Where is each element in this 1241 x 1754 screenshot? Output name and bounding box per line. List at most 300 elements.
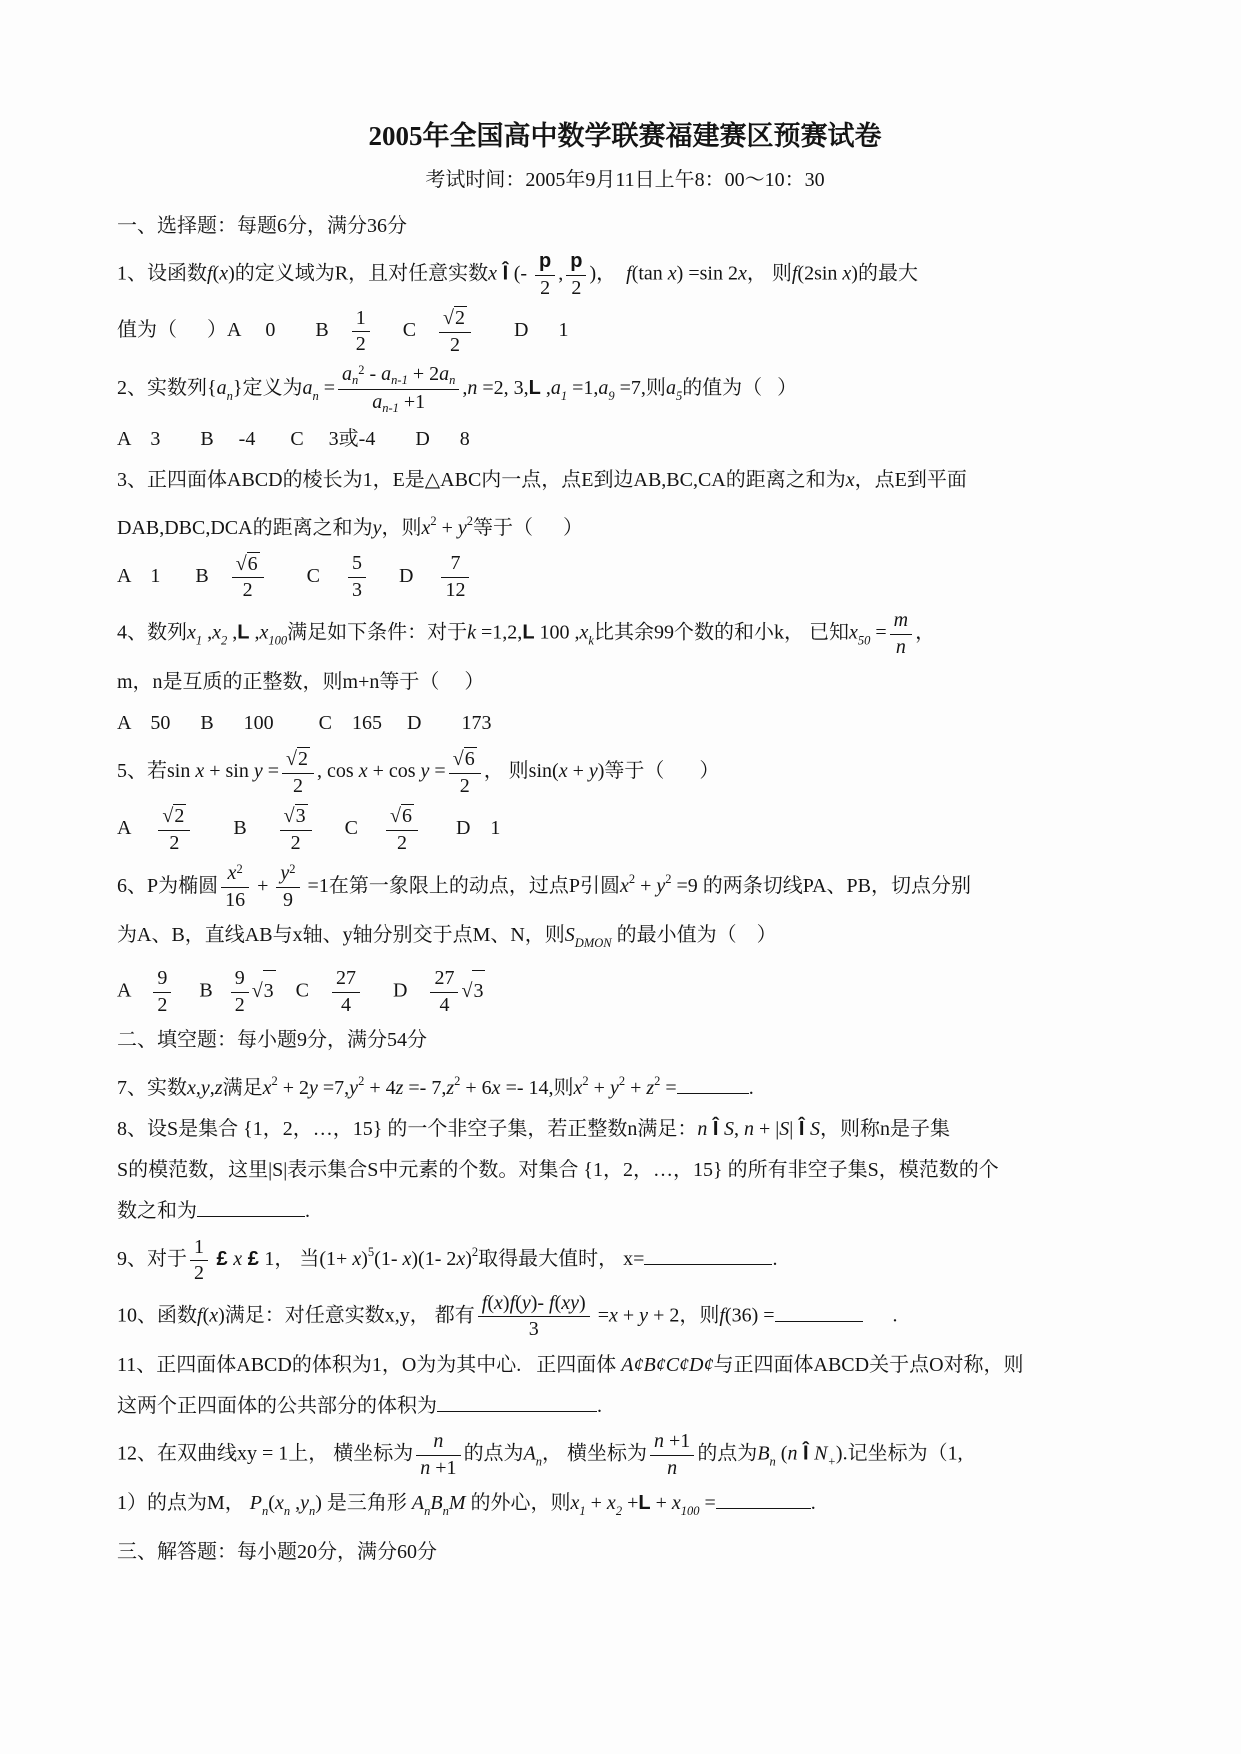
radical-icon: √ xyxy=(235,552,247,575)
math-variable: x xyxy=(667,262,677,285)
section-fill-in-header xyxy=(117,1020,1133,1061)
text-run: C xyxy=(266,565,346,588)
math-variable: S xyxy=(724,1118,734,1141)
superscript: 2 xyxy=(618,1074,626,1089)
text-run: = xyxy=(660,1077,677,1100)
text-run: 8、设S是集合 {1，2，…，15} 的一个非空子集，若正整数n满足： xyxy=(117,1118,698,1141)
question-6-options xyxy=(117,964,1133,1020)
math-variable: n xyxy=(787,1442,798,1465)
text-run: + 6 xyxy=(460,1077,492,1100)
text-run: 9 xyxy=(282,888,293,911)
text-run: DAB,DBC,DCA的距离之和为 xyxy=(117,516,373,539)
fraction-denominator xyxy=(352,332,370,357)
text-run: . xyxy=(862,1304,898,1327)
math-variable: n xyxy=(467,377,478,400)
square-root xyxy=(236,552,260,577)
math-variable: x xyxy=(209,1304,219,1327)
radical-icon: √ xyxy=(461,979,473,1002)
text-run: - xyxy=(364,363,382,386)
math-variable: xy xyxy=(561,1291,580,1314)
text-run: }定义为 xyxy=(232,377,303,400)
radicand xyxy=(472,970,485,1012)
fraction-numerator xyxy=(386,804,418,831)
text-run: )的定义域为R，且对任意实数 xyxy=(228,262,489,285)
math-variable: x xyxy=(573,1077,583,1100)
text-run: ( xyxy=(212,262,220,285)
question-1-options xyxy=(117,303,1133,360)
text-run: + xyxy=(436,516,458,539)
math-variable: x xyxy=(259,621,269,644)
fraction-numerator xyxy=(232,552,264,579)
math-variable: B xyxy=(757,1442,770,1465)
math-variable: f xyxy=(549,1291,555,1314)
text-run: + xyxy=(252,874,274,897)
fraction-numerator xyxy=(441,552,469,578)
fraction-numerator xyxy=(650,1430,694,1456)
text-run: =2, 3, xyxy=(477,377,529,400)
radical-icon: √ xyxy=(390,805,401,828)
text-run: (36) = xyxy=(724,1304,775,1327)
text-run: A 1 B xyxy=(117,565,229,588)
text-run: 10、函数 xyxy=(117,1304,197,1327)
math-variable: f xyxy=(207,262,213,285)
symbol-glyph: L xyxy=(522,621,535,644)
text-run: , xyxy=(202,621,213,644)
math-variable: P xyxy=(249,1492,263,1515)
text-run: 2 xyxy=(455,307,466,330)
text-run: =7, xyxy=(317,1077,350,1100)
text-run: = xyxy=(592,1304,609,1327)
radicand xyxy=(295,804,308,829)
text-run: 比其余99个数的和小k， 已知 xyxy=(593,621,849,644)
symbol-glyph: Î xyxy=(707,1118,724,1141)
text-run: ，则 xyxy=(381,516,422,539)
text-run: 3 xyxy=(352,578,363,601)
square-root xyxy=(461,970,485,1012)
text-run: 取得最大值时， x= xyxy=(478,1248,645,1271)
subscript: 5 xyxy=(675,389,683,404)
math-variable: y xyxy=(300,1492,309,1515)
text-run: D 1 xyxy=(420,817,501,840)
math-variable: y xyxy=(349,1077,359,1100)
square-root xyxy=(284,804,308,829)
question-3-line-2 xyxy=(117,501,1133,549)
fraction-numerator xyxy=(282,747,314,774)
math-variable: x xyxy=(212,621,222,644)
text-run: + xyxy=(567,760,589,783)
text-run: A 3 B -4 C 3或-4 D 8 xyxy=(117,427,470,450)
fraction-numerator xyxy=(280,804,312,831)
superscript: 2 xyxy=(358,1074,365,1089)
symbol-glyph: L xyxy=(638,1492,651,1515)
radicand xyxy=(297,747,310,772)
fraction-numerator xyxy=(352,307,370,333)
text-run: , xyxy=(462,377,468,400)
text-run: =- 14,则 xyxy=(500,1077,574,1100)
math-variable: x xyxy=(609,1304,618,1327)
text-run: . xyxy=(597,1395,602,1417)
radical-icon: √ xyxy=(251,979,263,1002)
question-11-line-2 xyxy=(117,1386,1133,1427)
fraction-numerator xyxy=(566,250,586,276)
fraction-denominator xyxy=(153,993,171,1018)
text-run: +1 xyxy=(664,1430,691,1452)
text-run: 27 xyxy=(434,967,455,990)
text-run: 1）的点为M， xyxy=(117,1492,250,1515)
text-run: A xyxy=(117,979,151,1002)
text-run: ) xyxy=(579,1291,586,1314)
text-run: 的最小值为（ ） xyxy=(611,924,777,947)
fraction-numerator xyxy=(190,1236,208,1262)
text-run: ).记坐标为（1, xyxy=(835,1442,963,1465)
math-variable: A¢B¢C¢D¢ xyxy=(621,1354,714,1376)
fraction xyxy=(351,307,371,357)
radical-icon: √ xyxy=(443,307,455,330)
fraction xyxy=(331,967,361,1017)
fraction-numerator xyxy=(158,804,190,831)
fraction-denominator xyxy=(231,993,249,1018)
text-run: 2 xyxy=(396,832,407,855)
text-run: 16 xyxy=(225,888,246,911)
math-variable: y xyxy=(372,516,382,539)
math-variable: x xyxy=(842,262,852,285)
text-run: + 2 xyxy=(407,363,440,386)
text-run: 3 xyxy=(528,1318,539,1341)
question-12-line-2 xyxy=(117,1483,1133,1532)
math-variable: a xyxy=(381,363,392,386)
text-run: 2 xyxy=(298,748,309,771)
square-root xyxy=(286,747,310,772)
text-run: )(1- 2 xyxy=(411,1248,457,1271)
math-variable: B xyxy=(430,1492,443,1515)
question-3-line-1 xyxy=(117,460,1133,501)
question-2-options xyxy=(117,419,1133,460)
text-run: = xyxy=(870,621,887,644)
subscript: n-1 xyxy=(382,401,399,416)
text-run: ( xyxy=(268,1492,275,1515)
text-run: )的最大 xyxy=(851,262,918,285)
text-run: 100 , xyxy=(534,621,580,644)
math-variable: A xyxy=(411,1492,425,1515)
text-run: + xyxy=(635,874,657,897)
subscript: 50 xyxy=(857,633,871,648)
superscript: 2 xyxy=(582,1074,589,1089)
question-8-line-3 xyxy=(117,1191,1133,1232)
text-run: 2 xyxy=(450,333,461,356)
text-run: 6 xyxy=(401,805,412,828)
text-run: . xyxy=(772,1248,778,1271)
text-run: ) xyxy=(361,1248,368,1271)
math-variable: M xyxy=(448,1492,466,1515)
question-1-line-1 xyxy=(117,247,1133,303)
math-variable: A xyxy=(523,1442,536,1465)
superscript: 2 xyxy=(236,861,243,876)
text-run: B xyxy=(193,817,277,840)
text-run: 2 xyxy=(290,832,301,855)
math-variable: x xyxy=(737,262,747,285)
math-variable: x xyxy=(227,861,237,884)
text-run: A 50 B 100 C 165 D 173 xyxy=(117,712,492,735)
text-run: B xyxy=(174,979,228,1002)
text-run: 的值为（ ） xyxy=(682,377,798,400)
text-run: + | xyxy=(754,1118,780,1141)
subscript: 9 xyxy=(608,389,615,404)
text-run: 为A、B，直线AB与x轴、y轴分别交于点M、N，则 xyxy=(117,924,565,947)
math-variable: n xyxy=(433,1430,444,1452)
text-run: ( xyxy=(202,1304,210,1327)
subscript: n xyxy=(424,1504,431,1519)
text-run: 3 xyxy=(295,805,306,828)
fraction-numerator xyxy=(449,747,481,774)
math-variable: x xyxy=(845,468,855,491)
symbol-glyph: p xyxy=(570,250,583,272)
math-variable: x xyxy=(671,1492,681,1515)
fraction xyxy=(438,306,472,357)
math-variable: z xyxy=(395,1077,404,1100)
text-run: ( xyxy=(775,1442,788,1465)
fraction-denominator xyxy=(158,831,190,856)
fraction-denominator xyxy=(430,993,458,1018)
text-run: 2 xyxy=(174,805,185,828)
square-root xyxy=(453,747,477,772)
text-run: S的模范数，这里|S|表示集合S中元素的个数。对集合 {1，2，…，15} 的所有非空子集S，模范数的个 xyxy=(117,1159,999,1182)
text-run: +1 xyxy=(430,1456,457,1479)
fraction-numerator xyxy=(153,967,171,993)
text-run: + xyxy=(650,1492,672,1515)
square-root xyxy=(162,804,186,829)
math-variable: x xyxy=(558,760,568,783)
fraction-denominator xyxy=(535,276,555,301)
fraction-denominator xyxy=(276,888,299,913)
math-variable: a xyxy=(598,377,609,400)
text-run: 的外心，则 xyxy=(465,1492,571,1515)
fraction-denominator xyxy=(338,390,459,416)
text-run: ) 是三角形 xyxy=(315,1492,412,1515)
math-variable: n xyxy=(667,1456,678,1479)
fraction-denominator xyxy=(386,831,418,856)
math-variable: a xyxy=(665,377,676,400)
text-run: =- 7, xyxy=(403,1077,447,1100)
math-variable: a xyxy=(302,377,313,400)
subscript: n xyxy=(535,1454,543,1469)
math-variable: y xyxy=(253,760,263,783)
fraction-denominator xyxy=(348,578,366,603)
math-variable: x xyxy=(187,621,196,644)
radicand xyxy=(401,804,414,829)
math-variable: a xyxy=(372,391,383,414)
text-run: C xyxy=(275,979,330,1002)
text-run: 一、选择题：每题6分，满分36分 xyxy=(117,215,407,237)
fraction xyxy=(415,1430,461,1480)
math-variable: y xyxy=(656,874,666,897)
fraction-denominator xyxy=(282,774,314,799)
symbol-glyph: Î xyxy=(497,262,514,285)
text-run: 2 xyxy=(459,774,470,797)
text-run: +1 xyxy=(398,391,426,414)
text-run: )- xyxy=(530,1291,550,1314)
superscript: 2 xyxy=(628,871,636,886)
question-7-line-1 xyxy=(117,1061,1133,1109)
math-variable: x xyxy=(619,874,629,897)
question-2-line-1 xyxy=(117,360,1133,419)
text-run: D 1 xyxy=(474,319,569,342)
math-variable: n xyxy=(420,1456,431,1479)
fraction xyxy=(448,747,482,798)
math-variable: y xyxy=(309,1077,318,1100)
exam-title xyxy=(117,116,1133,156)
fraction xyxy=(220,862,250,912)
text-run: 满足 xyxy=(222,1077,263,1100)
text-run: + 2，则 xyxy=(648,1304,720,1327)
superscript: 2 xyxy=(271,1074,278,1089)
subscript: 100 xyxy=(268,633,288,648)
answer-blank xyxy=(716,1487,811,1509)
text-run: 5 xyxy=(352,552,363,575)
subscript: n xyxy=(262,1504,269,1519)
text-run: 满足如下条件：对于 xyxy=(287,621,468,644)
subscript: 1 xyxy=(560,389,568,404)
text-run: 二、填空题：每小题9分，满分54分 xyxy=(117,1029,427,1052)
answer-blank xyxy=(437,1390,597,1412)
math-variable: x xyxy=(579,621,589,644)
text-run: 2 xyxy=(293,774,304,797)
text-run: 的点为 xyxy=(463,1442,524,1465)
superscript: 2 xyxy=(430,513,437,528)
square-root xyxy=(390,804,414,829)
math-variable: S xyxy=(564,924,575,947)
math-variable: y xyxy=(609,1077,619,1100)
text-run: 2 xyxy=(194,1262,204,1285)
text-run: D xyxy=(363,979,428,1002)
text-run: . xyxy=(748,1077,754,1100)
symbol-glyph: L xyxy=(528,377,541,400)
math-variable: x xyxy=(421,516,431,539)
text-run: | xyxy=(789,1118,794,1141)
text-run: , xyxy=(209,1077,215,1100)
text-run: 3 xyxy=(473,979,484,1002)
text-run: 9 xyxy=(157,967,168,990)
text-run: =1, xyxy=(567,377,599,400)
math-variable: x xyxy=(274,1492,284,1515)
radicand xyxy=(464,747,477,772)
math-variable: z xyxy=(214,1077,223,1100)
text-run: + cos xyxy=(367,760,421,783)
text-run: 2 xyxy=(234,993,245,1016)
math-variable: S xyxy=(779,1118,790,1141)
math-variable: S xyxy=(809,1118,820,1141)
math-variable: f xyxy=(791,262,798,285)
text-run: + 2 xyxy=(277,1077,309,1100)
math-variable: n xyxy=(654,1430,665,1452)
text-run: + xyxy=(625,1077,647,1100)
math-variable: x xyxy=(494,1291,503,1314)
answer-blank xyxy=(197,1195,305,1217)
math-variable: x xyxy=(262,1077,272,1100)
text-run: ， 则sin( xyxy=(483,760,559,783)
text-run: 2、实数列{ xyxy=(117,377,217,400)
subscript: n xyxy=(283,1504,291,1519)
answer-blank xyxy=(644,1243,772,1265)
text-run: 7、实数 xyxy=(117,1077,187,1100)
text-run: D xyxy=(369,565,439,588)
math-variable: z xyxy=(446,1077,455,1100)
text-run: A xyxy=(117,817,156,840)
radical-icon: √ xyxy=(283,805,295,828)
question-11-line-1 xyxy=(117,1345,1133,1386)
fraction-denominator xyxy=(650,1456,694,1481)
text-run: 7 xyxy=(450,552,461,575)
text-run: + xyxy=(585,1492,607,1515)
text-run: 等于（ ） xyxy=(473,516,584,539)
text-run: , xyxy=(540,377,551,400)
math-variable: a xyxy=(550,377,561,400)
fraction-numerator xyxy=(332,967,360,993)
fraction xyxy=(231,552,265,603)
text-run: 与正四面体ABCD关于点O对称，则 xyxy=(713,1354,1024,1376)
question-3-options xyxy=(117,549,1133,606)
symbol-glyph: p xyxy=(539,250,552,272)
math-variable: x xyxy=(402,1248,412,1271)
text-run: , cos xyxy=(317,760,359,783)
text-run: 2 xyxy=(157,993,168,1016)
text-run: 6 xyxy=(247,552,258,575)
text-run: (1- xyxy=(374,1248,403,1271)
text-run: =7,则 xyxy=(614,377,666,400)
subscript: n xyxy=(352,373,359,388)
symbol-glyph: Î xyxy=(797,1442,815,1465)
text-run: = xyxy=(318,377,335,400)
text-run: , xyxy=(227,621,238,644)
subscript: + xyxy=(827,1454,836,1469)
text-run: 3、正四面体ABCD的棱长为1，E是△ABC内一点，点E到边AB,BC,CA的距离之和为 xyxy=(117,468,846,491)
fraction xyxy=(152,967,172,1017)
radical-icon: √ xyxy=(162,805,174,828)
fraction xyxy=(565,250,587,300)
answer-blank xyxy=(677,1072,749,1094)
fraction-denominator xyxy=(221,888,249,913)
subscript: 2 xyxy=(221,633,228,648)
fraction xyxy=(477,1292,591,1342)
fraction-denominator xyxy=(441,578,469,603)
fraction-denominator xyxy=(890,635,912,660)
text-run: , xyxy=(249,621,260,644)
math-variable: a xyxy=(216,377,227,400)
text-run: 这两个正四面体的公共部分的体积为 xyxy=(117,1395,437,1417)
fraction xyxy=(157,804,191,855)
question-10-line-1 xyxy=(117,1289,1133,1345)
fraction-denominator xyxy=(416,1456,460,1481)
fraction-denominator xyxy=(190,1261,208,1286)
radical-icon: √ xyxy=(452,748,464,771)
text-run: , xyxy=(290,1492,301,1515)
math-variable: y xyxy=(280,861,290,884)
fraction xyxy=(534,250,556,300)
subscript: n xyxy=(226,389,233,404)
text-run: ) xyxy=(465,1248,472,1271)
math-variable: f xyxy=(481,1291,488,1314)
math-variable: n xyxy=(744,1118,754,1141)
radicand xyxy=(454,306,467,331)
question-4-options xyxy=(117,703,1133,744)
exam-time xyxy=(117,162,1133,198)
math-variable: n xyxy=(895,635,906,658)
math-variable: a xyxy=(439,363,450,386)
fraction-numerator xyxy=(478,1292,590,1318)
text-run: 11、正四面体ABCD的体积为1，O为为其中心. 正四面体 xyxy=(117,1354,622,1376)
text-run: 27 xyxy=(336,967,357,990)
subscript: 1 xyxy=(195,633,203,648)
question-12-line-1 xyxy=(117,1427,1133,1483)
